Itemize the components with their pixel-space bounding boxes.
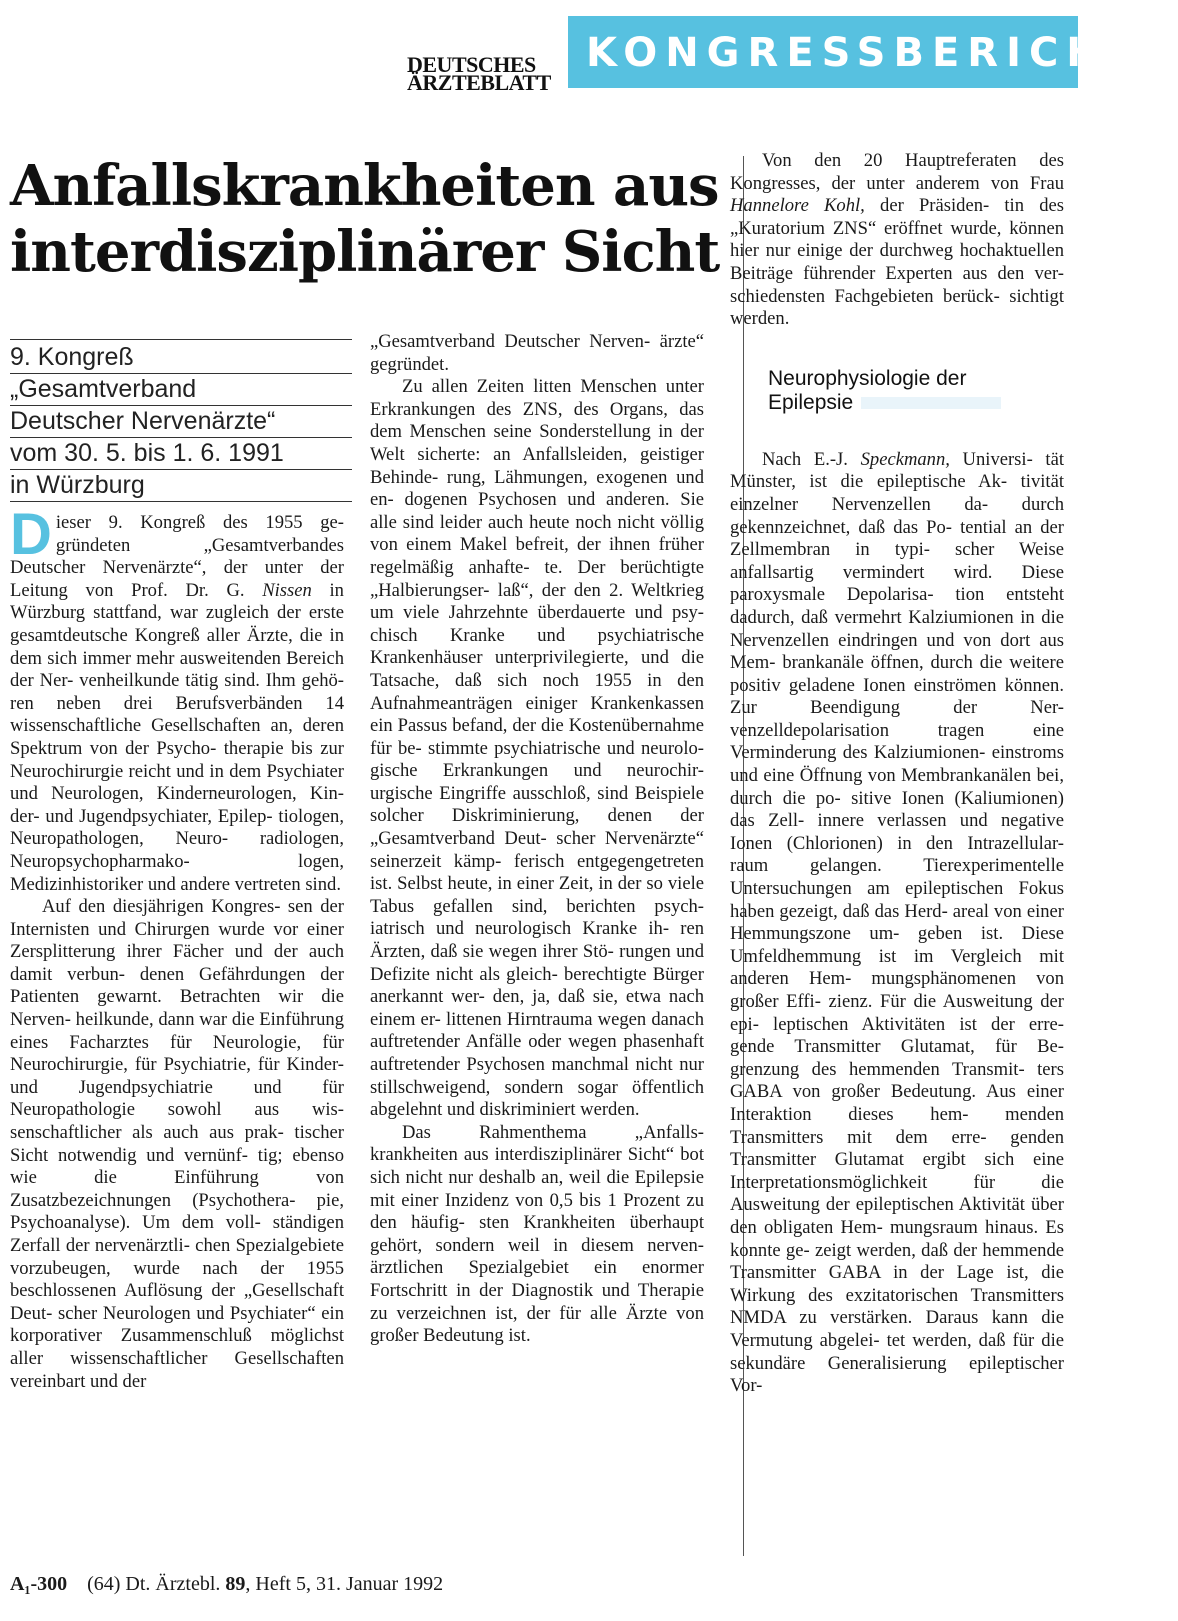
section-banner <box>568 16 1144 88</box>
paragraph <box>10 502 344 896</box>
person-name: Nissen <box>262 579 312 601</box>
title-line-2: interdisziplinärer Sicht <box>10 219 720 285</box>
column-3 <box>730 150 1064 1398</box>
page-footer <box>10 1573 443 1596</box>
kicker-line: „Gesamtverband <box>10 374 352 406</box>
journal-logo-line1: DEUTSCHES <box>407 52 536 77</box>
page-number: A₁-300 <box>10 1573 68 1595</box>
event-kicker <box>10 339 352 502</box>
column-1 <box>10 502 344 1393</box>
subheading-line-1: Neurophysiologie der <box>768 366 967 390</box>
journal-logo <box>407 52 551 95</box>
spacer <box>730 415 1064 449</box>
paragraph-text: Universi- tät Münster, ist die epileptische Ak- tivität einzelner Nervenzellen da- durch gekennzeichnet, daß das Po- tential an der Zellmembran in typi- scher Weise anfallsartig vermindert wird. Diese paroxysmale Depolarisa- tion entsteht dadurch, daß vermehrt Kalziumionen in die Nervenzellen eindringen und von dort aus Mem- brankanäle öffnen, durch die weitere positiv geladene Ionen einströmen können. Zur Beendigung der Ner- venzelldepolarisation tragen eine Verminderung des Kalziumionen- einstroms und eine Öffnung von Membrankanälen bei, durch die po- sitive Ionen (Kaliumionen) das Zell- innere verlassen und negative Ionen (Chlorionen) in den Intrazellular- raum gelangen. Tierexperimentelle Untersuchungen am epileptischen Fokus haben gezeigt, daß das Herd- areal von einer Hemmungszone um- geben ist. Diese Umfeldhemmung ist im Vergleich mit anderen Hem- mungsphänomenen von großer Effi- zienz. Für die Ausweitung der epi- leptischen Aktivitäten ist der erre- gende Transmitter Glutamat, für Be- grenzung des hemmenden Transmit- ters GABA von großer Bedeutung. Aus einer Interaktion dieses hem- menden Transmitters mit dem erre- genden Transmitter Glutamat ergibt sich eine Interpretationsmöglichkeit für die Ausweitung der epileptischen Aktivität über den obligaten Hem- mungsraum hinaus. Es konnte ge- zeigt werden, daß der hemmende Transmitter GABA in der Lage ist, die Wirkung des exzitatorischen Transmitters NMDA zu verstärken. Daraus kann die Vermutung abgelei- tet werden, daß für die sekundäre Generalisierung epileptischer Vor- <box>730 448 1064 1397</box>
paragraph-text: in Würzburg stattfand, war zugleich der erste gesamtdeutsche Kongreß aller Ärzte, die in dem sich immer mehr ausweitenden Bereich der Ner- venheilkunde tätig sind. Ihm gehö- ren neben drei Berufsverbänden 14 wissenschaftliche Gesellschaften an, deren Spektrum von der Psycho- therapie bis zur Neurochirurgie reicht und in dem Psychiater und Neurologen, Kinderneurologen, Kin- der- und Jugendpsychiater, Epilep- tiologen, Neuropathologen, Neuro- radiologen, Neuropsychopharmako- logen, Medizinhistoriker und andere vertreten sind. <box>10 579 344 895</box>
section-label: KONGRESSBERICHT <box>586 30 1144 76</box>
issue-date: , Heft 5, 31. Januar 1992 <box>245 1573 444 1595</box>
journal-logo-line2: ÄRZTEBLATT <box>407 70 551 95</box>
paragraph <box>730 449 1064 1398</box>
paragraph-text: Nach E.-J. <box>762 448 861 470</box>
column-2 <box>370 331 704 1348</box>
issue-reference: (64) Dt. Ärztebl. <box>87 1573 226 1595</box>
kicker-line: in Würzburg <box>10 470 352 502</box>
paragraph <box>730 150 1064 331</box>
paragraph-text: der Präsiden- tin des „Kuratorium ZNS“ eröffnet wurde, können hier nur einige der durchweg hochaktuellen Beiträge führender Experten aus den ver- schiedensten Fachgebieten berück- sichtigt werden. <box>730 195 1064 330</box>
highlight-bar <box>861 397 1001 409</box>
person-name: Hannelore Kohl, <box>730 195 865 217</box>
kicker-line: vom 30. 5. bis 1. 6. 1991 <box>10 438 352 470</box>
paragraph-text: ieser 9. Kongreß des 1955 ge- gründeten „Gesamtverbandes Deutscher Nervenärzte“, der unter der Leitung von Prof. Dr. G. <box>10 512 344 601</box>
title-line-1: Anfallskrankheiten aus <box>10 153 719 219</box>
paragraph: Auf den diesjährigen Kongres- sen der Internisten und Chirurgen wurde vor einer Zersplitterung ihrer Fächer und der auch damit verbun- denen Gefährdungen der Patienten gewarnt. Betrachten wir die Nerven- heilkunde, dann war die Einführung eines Facharztes für Neurologie, für Neurochirurgie, für Psychiatrie, für Kinder- und Jugendpsychiatrie und für Neuropathologie sowohl aus wis- senschaftlicher als auch aus prak- tischer Sicht notwendig und vernünf- tig; ebenso wie die Einführung von Zusatzbezeichnungen (Psychothera- pie, Psychoanalyse). Um dem voll- ständigen Zerfall der nervenärztli- chen Spezialgebiete vorzubeugen, wurde nach der 1955 beschlossenen Auflösung der „Gesellschaft Deut- scher Neurologen und Psychiater“ ein korporativer Zusammenschluß möglichst aller wissenschaftlicher Gesellschaften vereinbart und der <box>10 896 344 1392</box>
section-subheading <box>768 367 1064 415</box>
article-title <box>10 153 730 285</box>
paragraph: „Gesamtverband Deutscher Nerven- ärzte“ gegründet. <box>370 331 704 375</box>
paragraph: Das Rahmenthema „Anfalls- krankheiten aus interdisziplinärer Sicht“ bot sich nicht nur deshalb an, weil die Epilepsie mit einer Inzidenz von 0,5 bis 1 Prozent zu den häufig- sten Krankheiten überhaupt gehört, sondern weil in diesem nerven- ärztlichen Spezialgebiet ein enormer Fortschritt in der Diagnostik und Therapie zu verzeichnen ist, der für alle Ärzte von großer Bedeutung ist. <box>370 1121 704 1347</box>
kicker-rule <box>10 339 352 340</box>
person-name: Speckmann, <box>860 448 950 470</box>
subheading-line-2: Epilepsie <box>768 391 1064 415</box>
kicker-line: 9. Kongreß <box>10 342 352 374</box>
paragraph: Zu allen Zeiten litten Menschen unter Erkrankungen des ZNS, des Organs, das dem Menschen seine Sonderstellung in der Welt sicherte: an Anfallsleiden, geistiger Behinde- rung, Lähmungen, exogenen und en- dogenen Psychosen und anderen. Sie alle sind leider auch heute noch nicht völlig von einem Makel befreit, der ihnen früher regelmäßig anhafte- te. Der berüchtigte „Halbierungser- laß“, der den 2. Weltkrieg um viele Jahrzehnte überdauerte und psy- chisch Kranke und psychiatrische Krankenhäuser unterprivilegierte, und die Tatsache, daß sich noch 1955 in den Aufnahmeanträgen einiger Krankenkassen ein Passus befand, der die Kostenübernahme für be- stimmte psychiatrische und neurolo- gische Erkrankungen und neurochir- urgische Eingriffe ausschloß, sind Beispiele solcher Diskriminierung, denen der „Gesamtverband Deut- scher Nervenärzte“ seinerzeit kämp- ferisch entgegengetreten ist. Selbst heute, in einer Zeit, in der so viele Tabus gefallen sind, berichten psych- iatrisch und neurologisch Kranke ih- ren Ärzten, daß sie wegen ihrer Stö- rungen und Defizite nicht als gleich- berechtigte Bürger anerkannt wer- den, ja, daß sie, etwa nach einem er- littenen Hirntrauma wegen danach auftretender Anfälle oder wegen phasenhaft auftretender Psychosen manchmal nicht nur stillschweigend, sondern sogar öffentlich abgelehnt und diskriminiert werden. <box>370 376 704 1121</box>
volume-number: 89 <box>225 1573 246 1595</box>
kicker-line: Deutscher Nervenärzte“ <box>10 406 352 438</box>
paragraph-text: Von den 20 Hauptreferaten des Kongresses, der unter anderem von Frau <box>730 150 1064 194</box>
spacer <box>730 331 1064 367</box>
drop-cap: D <box>10 502 52 567</box>
